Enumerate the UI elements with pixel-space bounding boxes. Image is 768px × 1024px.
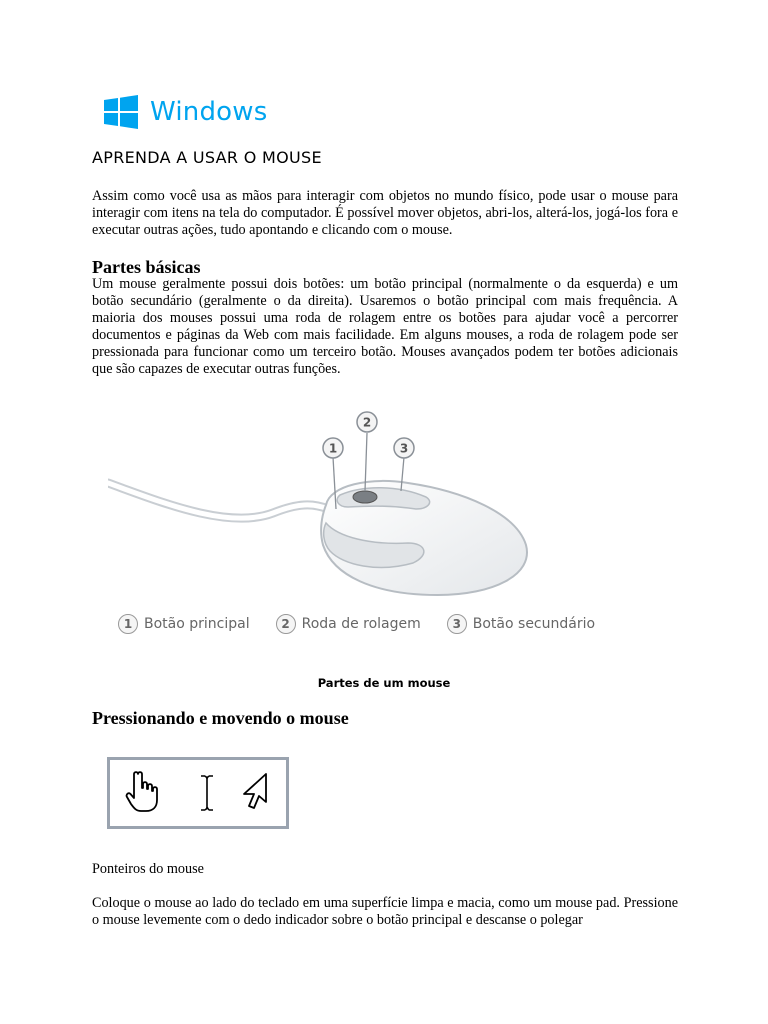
page-title: APRENDA A USAR O MOUSE xyxy=(92,148,322,167)
callout-3 xyxy=(394,438,414,458)
mouse-legend xyxy=(118,614,621,634)
legend-number: 3 xyxy=(447,614,467,634)
logo-text: Windows xyxy=(150,97,268,127)
windows-logo xyxy=(104,95,267,129)
mouse-illustration xyxy=(108,405,538,610)
callout-1 xyxy=(323,438,343,458)
legend-label: Botão secundário xyxy=(472,616,596,632)
callout-3-label: 3 xyxy=(399,441,409,456)
pressing-paragraph: Coloque o mouse ao lado do teclado em uma superfície limpa e macia, como um mouse pad. Pressione o mouse levemente com o dedo indicador sobre o botão principal e descanse o polegar xyxy=(92,895,678,928)
legend-number: 2 xyxy=(276,614,296,634)
legend-item-primary-button xyxy=(118,614,250,634)
callout-2-label: 2 xyxy=(362,415,372,430)
legend-label: Roda de rolagem xyxy=(301,616,421,632)
pointers-caption: Ponteiros do mouse xyxy=(92,861,204,877)
figure-caption: Partes de um mouse xyxy=(317,676,451,690)
legend-number: 1 xyxy=(118,614,138,634)
pressing-heading: Pressionando e movendo o mouse xyxy=(92,708,349,728)
hand-pointer-icon xyxy=(124,770,164,814)
arrow-pointer-icon xyxy=(240,772,272,816)
text-cursor-icon xyxy=(198,774,216,812)
basic-parts-paragraph: Um mouse geralmente possui dois botões: um botão principal (normalmente o da esquerda) e um botão secundário (geralmente o da direita). Usaremos o botão principal com mais frequência. A maioria dos mouses possui uma roda de rolagem entre os botões para ajudar você a percorrer documentos e páginas da Web com mais facilidade. Em alguns mouses, a roda de rolagem pode ser pressionada para funcionar como um terceiro botão. Mouses avançados podem ter botões adicionais que são capazes de executar outras funções. xyxy=(92,276,678,377)
pointer-examples-box xyxy=(107,757,289,829)
intro-paragraph: Assim como você usa as mãos para interagir com objetos no mundo físico, pode usar o mouse para interagir com itens na tela do computador. É possível mover objetos, abri-los, alterá-los, jogá-los fora e executar outras ações, tudo apontando e clicando com o mouse. xyxy=(92,188,678,238)
basic-parts-heading: Partes básicas xyxy=(92,257,201,277)
legend-item-secondary-button xyxy=(447,614,595,634)
legend-item-scroll-wheel xyxy=(276,614,421,634)
windows-logo-icon xyxy=(104,95,138,129)
legend-label: Botão principal xyxy=(144,616,250,632)
callout-2 xyxy=(357,412,377,432)
callout-1-label: 1 xyxy=(328,441,338,456)
